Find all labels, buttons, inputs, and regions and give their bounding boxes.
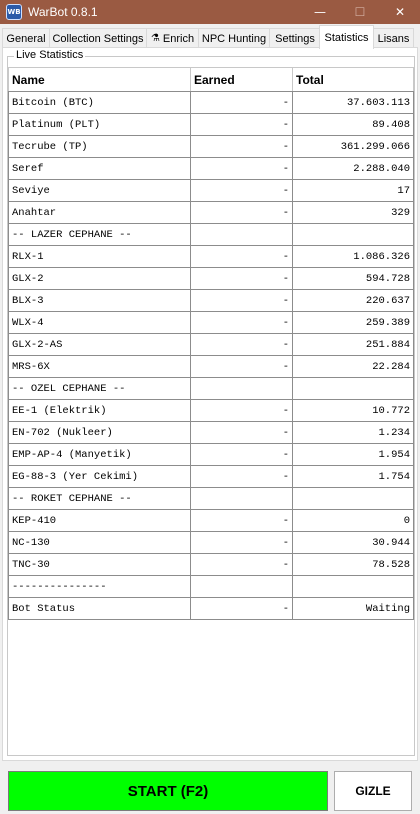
cell-total: 30.944 [293,532,414,554]
cell-total: 594.728 [293,268,414,290]
table-row[interactable] [9,246,414,268]
group-title: Live Statistics [16,49,84,61]
cell-earned: - [191,136,293,158]
cell-earned: - [191,334,293,356]
cell-name: -- ROKET CEPHANE -- [9,488,191,510]
cell-name: Anahtar [9,202,191,224]
table-row[interactable] [9,268,414,290]
cell-name: Tecrube (TP) [9,136,191,158]
cell-total: 17 [293,180,414,202]
column-header-total[interactable]: Total [293,68,414,92]
cell-name: KEP-410 [9,510,191,532]
tab-lisans[interactable] [373,28,414,48]
tab-label: Collection Settings [52,32,144,45]
table-row[interactable] [9,202,414,224]
cell-total: 10.772 [293,400,414,422]
cell-name: EN-702 (Nukleer) [9,422,191,444]
table-row[interactable] [9,158,414,180]
cell-name: Seviye [9,180,191,202]
cell-earned: - [191,158,293,180]
cell-earned [191,488,293,510]
table-row[interactable] [9,312,414,334]
cell-earned: - [191,510,293,532]
cell-total: 2.288.040 [293,158,414,180]
cell-earned: - [191,290,293,312]
cell-earned: - [191,246,293,268]
table-row[interactable] [9,334,414,356]
cell-name: RLX-1 [9,246,191,268]
tab-collection-settings[interactable] [49,28,147,48]
cell-earned: - [191,180,293,202]
warbot-app-icon: WB [6,4,22,20]
cell-earned: - [191,400,293,422]
table-row[interactable] [9,290,414,312]
cell-name: EE-1 (Elektrik) [9,400,191,422]
cell-earned: - [191,312,293,334]
table-row[interactable] [9,180,414,202]
cell-name: --------------- [9,576,191,598]
statistics-panel [2,47,418,761]
cell-total: 1.754 [293,466,414,488]
cell-name: GLX-2-AS [9,334,191,356]
cell-name: -- OZEL CEPHANE -- [9,378,191,400]
cell-earned: - [191,554,293,576]
cell-earned [191,224,293,246]
cell-name: Platinum (PLT) [9,114,191,136]
cell-total [293,378,414,400]
cell-name: WLX-4 [9,312,191,334]
table-row[interactable] [9,422,414,444]
table-row[interactable] [9,444,414,466]
table-row[interactable] [9,598,414,620]
table-header-row [9,68,414,92]
cell-earned: - [191,92,293,114]
cell-earned [191,378,293,400]
cell-total: 22.284 [293,356,414,378]
maximize-button[interactable]: ☐ [354,5,366,19]
tab-statistics[interactable] [319,25,374,49]
title-bar [0,0,420,24]
table-row[interactable] [9,466,414,488]
cell-total: 329 [293,202,414,224]
cell-total: 220.637 [293,290,414,312]
cell-name: Bot Status [9,598,191,620]
cell-total: 251.884 [293,334,414,356]
cell-total: 89.408 [293,114,414,136]
tab-label: General [6,32,46,45]
cell-earned: - [191,466,293,488]
window-controls [300,0,420,24]
cell-total: 78.528 [293,554,414,576]
cell-total [293,576,414,598]
tab-strip [0,24,420,48]
table-row[interactable] [9,532,414,554]
tab-settings[interactable] [269,28,321,48]
column-header-name[interactable]: Name [9,68,191,92]
tab-npc-hunting[interactable] [198,28,270,48]
cell-name: GLX-2 [9,268,191,290]
cell-total: 361.299.066 [293,136,414,158]
hide-button[interactable]: GIZLE [334,771,412,811]
cell-total [293,488,414,510]
table-row[interactable] [9,224,414,246]
tab-label: Statistics [324,31,369,44]
table-row[interactable] [9,510,414,532]
cell-name: MRS-6X [9,356,191,378]
table-row[interactable] [9,378,414,400]
table-row[interactable] [9,576,414,598]
table-row[interactable] [9,488,414,510]
tab-general[interactable] [2,28,50,48]
tab-enrich[interactable] [146,28,199,48]
column-header-earned[interactable]: Earned [191,68,293,92]
cell-name: EMP-AP-4 (Manyetik) [9,444,191,466]
cell-name: Bitcoin (BTC) [9,92,191,114]
tab-label: Lisans [377,32,410,45]
cell-total: 259.389 [293,312,414,334]
cell-earned [191,576,293,598]
start-button[interactable]: START (F2) [8,771,328,811]
enrich-icon: ⚗ [150,33,160,44]
tab-label: NPC Hunting [201,32,267,45]
cell-total: 1.234 [293,422,414,444]
table-row[interactable] [9,356,414,378]
cell-earned: - [191,268,293,290]
cell-name: BLX-3 [9,290,191,312]
tab-label: Enrich [162,32,195,45]
cell-name: TNC-30 [9,554,191,576]
tab-label: Settings [275,32,315,45]
cell-earned: - [191,598,293,620]
cell-name: EG-88-3 (Yer Cekimi) [9,466,191,488]
close-button[interactable]: ✕ [394,5,406,19]
table-row[interactable] [9,136,414,158]
minimize-button[interactable]: — [314,5,326,19]
table-row[interactable] [9,114,414,136]
cell-name: NC-130 [9,532,191,554]
cell-name: Seref [9,158,191,180]
table-row[interactable] [9,554,414,576]
cell-earned: - [191,114,293,136]
statistics-table [8,67,414,620]
cell-total: 1.086.326 [293,246,414,268]
cell-name: -- LAZER CEPHANE -- [9,224,191,246]
cell-earned: - [191,356,293,378]
cell-earned: - [191,532,293,554]
cell-earned: - [191,422,293,444]
cell-total: 1.954 [293,444,414,466]
table-row[interactable] [9,400,414,422]
table-row[interactable] [9,92,414,114]
cell-earned: - [191,444,293,466]
cell-earned: - [191,202,293,224]
window-title: WarBot 0.8.1 [28,5,98,19]
cell-total: Waiting [293,598,414,620]
cell-total: 37.603.113 [293,92,414,114]
table-body [9,92,414,620]
cell-total [293,224,414,246]
cell-total: 0 [293,510,414,532]
